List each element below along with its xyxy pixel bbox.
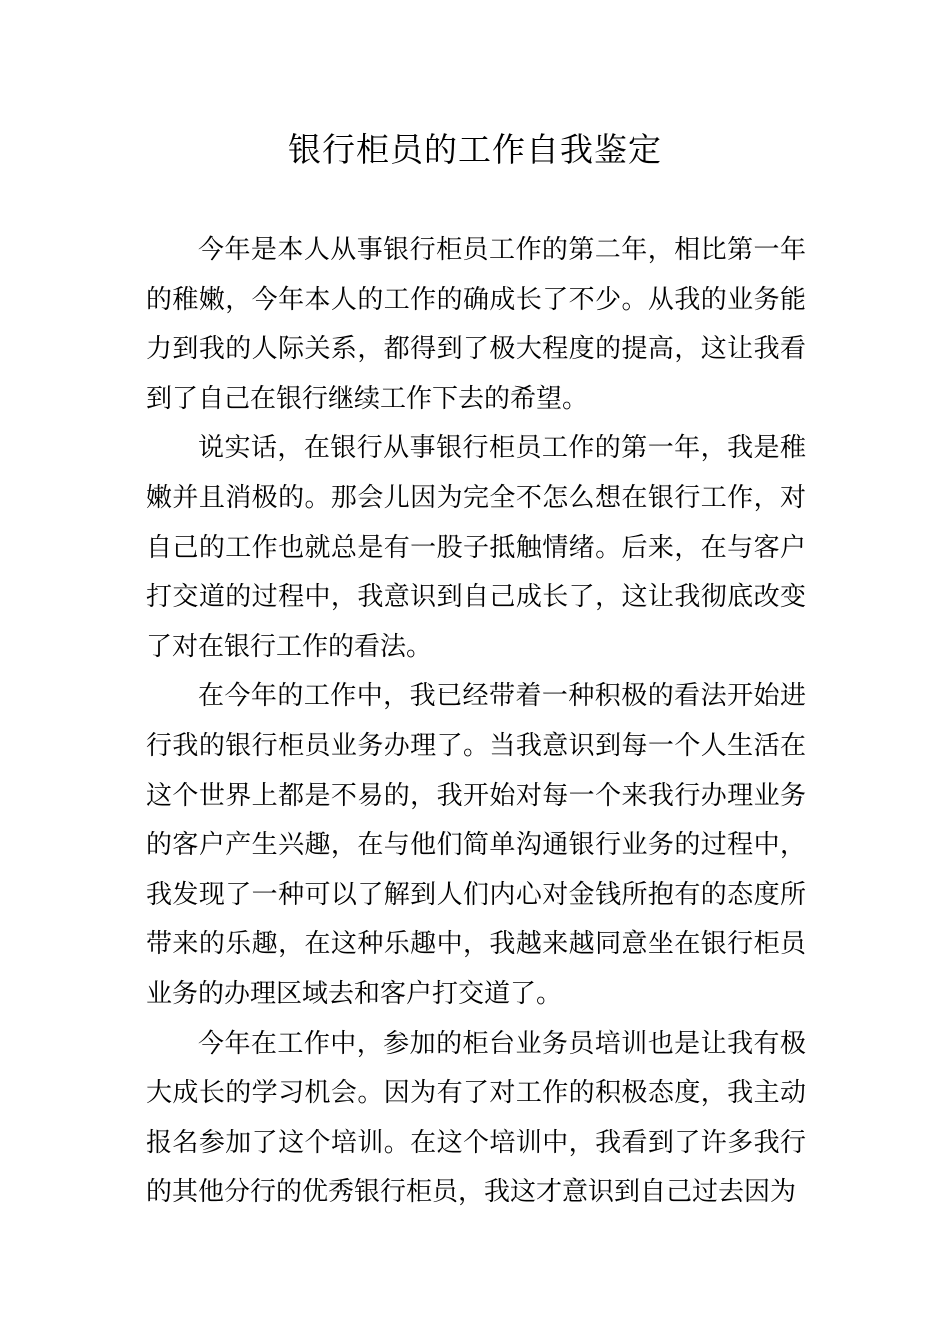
document-title: 银行柜员的工作自我鉴定 <box>288 130 662 169</box>
paragraph-3: 在今年的工作中，我已经带着一种积极的看法开始进行我的银行柜员业务办理了。当我意识到每一个人生活在这个世界上都是不易的，我开始对每一个来我行办理业务的客户产生兴趣，在与他们简单沟通银行业务的过程中，我发现了一种可以了解到人们内心对金钱所抱有的态度所带来的乐趣，在这种乐趣中，我越来越同意坐在银行柜员业务的办理区域去和客户打交道了。 <box>146 681 806 1009</box>
paragraph-4: 今年在工作中，参加的柜台业务员培训也是让我有极大成长的学习机会。因为有了对工作的积极态度，我主动报名参加了这个培训。在这个培训中，我看到了许多我行的其他分行的优秀银行柜员，我这才意识到自己过去因为 <box>146 1028 806 1208</box>
paragraph-2: 说实话，在银行从事银行柜员工作的第一年，我是稚嫩并且消极的。那会儿因为完全不怎么想在银行工作，对自己的工作也就总是有一股子抵触情绪。后来，在与客户打交道的过程中，我意识到自己成长了，这让我彻底改变了对在银行工作的看法。 <box>146 433 806 662</box>
document-body <box>146 226 806 1218</box>
paragraph-1: 今年是本人从事银行柜员工作的第二年，相比第一年的稚嫩，今年本人的工作的确成长了不少。从我的业务能力到我的人际关系，都得到了极大程度的提高，这让我看到了自己在银行继续工作下去的希望。 <box>146 235 806 414</box>
